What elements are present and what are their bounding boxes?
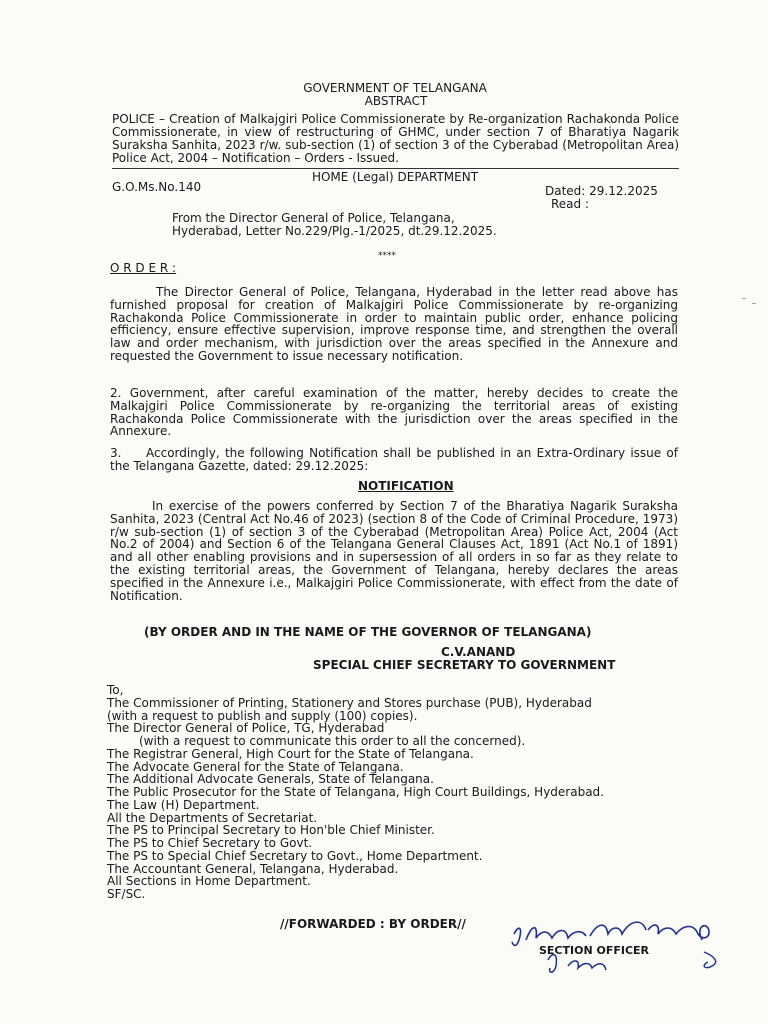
distribution-to: To, xyxy=(107,683,124,697)
distribution-item: The PS to Special Chief Secretary to Govt., Home Department. xyxy=(107,848,483,863)
subject-text: POLICE – Creation of Malkajgiri Police Commissionerate by Re-organization Rachakonda Police Commissionerate, in view of restructuring of GHMC, under section 7 of Bharatiya Nagarik Suraksha Sanhita, 2023 r/w. sub-section (1) of section 3 of the Cyberabad (Metropolitan Area) Police Act, 2004 – Notification – Orders - Issued. xyxy=(112,112,679,165)
notification-text: In exercise of the powers conferred by Section 7 of the Bharatiya Nagarik Suraksha Sanhita, 2023 (Central Act No.46 of 2023) (section 8 of the Code of Criminal Procedure, 1973) r/w sub-section (1) of section 3 of the Cyberabad (Metropolitan Area) Police Act, 2004 (Act No.2 of 2004) and Section 6 of the Telangana General Clauses Act, 1891 (Act No.1 of 1891) and all other enabling provisions and in supersession of all orders in so far as they relate to the existing territorial areas, the Government of Telangana, hereby declares the areas specified in the Annexure i.e., Malkajgiri Police Commissionerate, with effect from the date of Notification. xyxy=(110,499,678,603)
reference-line-1: From the Director General of Police, Telangana, xyxy=(172,211,455,225)
distribution-item: All Sections in Home Department. xyxy=(107,874,311,889)
distribution-item: The Law (H) Department. xyxy=(107,797,260,812)
distribution-item: The Director General of Police, TG, Hyderabad xyxy=(107,721,385,736)
forwarded-line: //FORWARDED : BY ORDER// xyxy=(280,917,466,931)
paragraph-2: 2. Government, after careful examination of the matter, hereby decides to create the Malkajgiri Police Commissionerate by re-organizing the territorial areas of existing Rachakonda Police Commissionerate with the jurisdiction over the areas specified in the Annexure. xyxy=(110,386,678,439)
distribution-item: The PS to Chief Secretary to Govt. xyxy=(107,836,313,850)
order-label: O R D E R : xyxy=(110,261,177,275)
notification-title: NOTIFICATION xyxy=(358,479,454,493)
distribution-item: All the Departments of Secretariat. xyxy=(107,810,318,825)
paragraph-3-number: 3. xyxy=(110,446,122,460)
distribution-item: SF/SC. xyxy=(107,887,146,901)
distribution-list xyxy=(107,684,604,901)
go-number: G.O.Ms.No.140 xyxy=(112,180,202,194)
abstract-heading: ABSTRACT xyxy=(364,94,428,108)
read-label: Read : xyxy=(551,197,590,211)
scan-speck xyxy=(742,298,746,299)
subject-underline xyxy=(112,168,679,169)
signatory-designation: SPECIAL CHIEF SECRETARY TO GOVERNMENT xyxy=(313,658,616,672)
distribution-item: The Advocate General for the State of Telangana. xyxy=(107,759,404,774)
paragraph-1: The Director General of Police, Telangana, Hyderabad in the letter read above has furnished proposal for creation of Malkajgiri Police Commissionerate by re-organizing Rachakonda Police Commissionerate in order to maintain public order, enhance policing efficiency, ensure effective supervision, improve response time, and strengthen the overall law and order mechanism, with jurisdiction over the areas specified in the Annexure and requested the Government to issue necessary notification. xyxy=(110,285,678,363)
government-heading: GOVERNMENT OF TELANGANA xyxy=(303,81,487,95)
distribution-item: (with a request to communicate this order to all the concerned). xyxy=(139,734,526,748)
section-officer-label: SECTION OFFICER xyxy=(539,944,650,957)
department-heading: HOME (Legal) DEPARTMENT xyxy=(311,170,479,184)
distribution-item: The Additional Advocate Generals, State of Telangana. xyxy=(107,772,434,787)
signatory-name: C.V.ANAND xyxy=(441,645,516,659)
distribution-item: The Commissioner of Printing, Stationery and Stores purchase (PUB), Hyderabad xyxy=(107,695,592,710)
distribution-item: The PS to Principal Secretary to Hon'ble Chief Minister. xyxy=(107,823,435,838)
distribution-item: The Public Prosecutor for the State of Telangana, High Court Buildings, Hyderabad. xyxy=(107,785,604,799)
reference-line-2: Hyderabad, Letter No.229/Plg.-1/2025, dt.29.12.2025. xyxy=(172,224,497,238)
dated-text: Dated: 29.12.2025 xyxy=(545,184,658,198)
scan-speck xyxy=(752,303,756,304)
separator-stars: **** xyxy=(378,251,396,261)
paragraph-3: Accordingly, the following Notification shall be published in an Extra-Ordinary issue of the Telangana Gazette, dated: 29.12.2025: xyxy=(110,446,678,473)
distribution-item: The Registrar General, High Court for the State of Telangana. xyxy=(107,746,474,761)
by-order-line: (BY ORDER AND IN THE NAME OF THE GOVERNOR OF TELANGANA) xyxy=(144,625,592,639)
distribution-item: (with a request to publish and supply (100) copies). xyxy=(107,708,418,723)
distribution-item: The Accountant General, Telangana, Hyderabad. xyxy=(107,861,399,876)
